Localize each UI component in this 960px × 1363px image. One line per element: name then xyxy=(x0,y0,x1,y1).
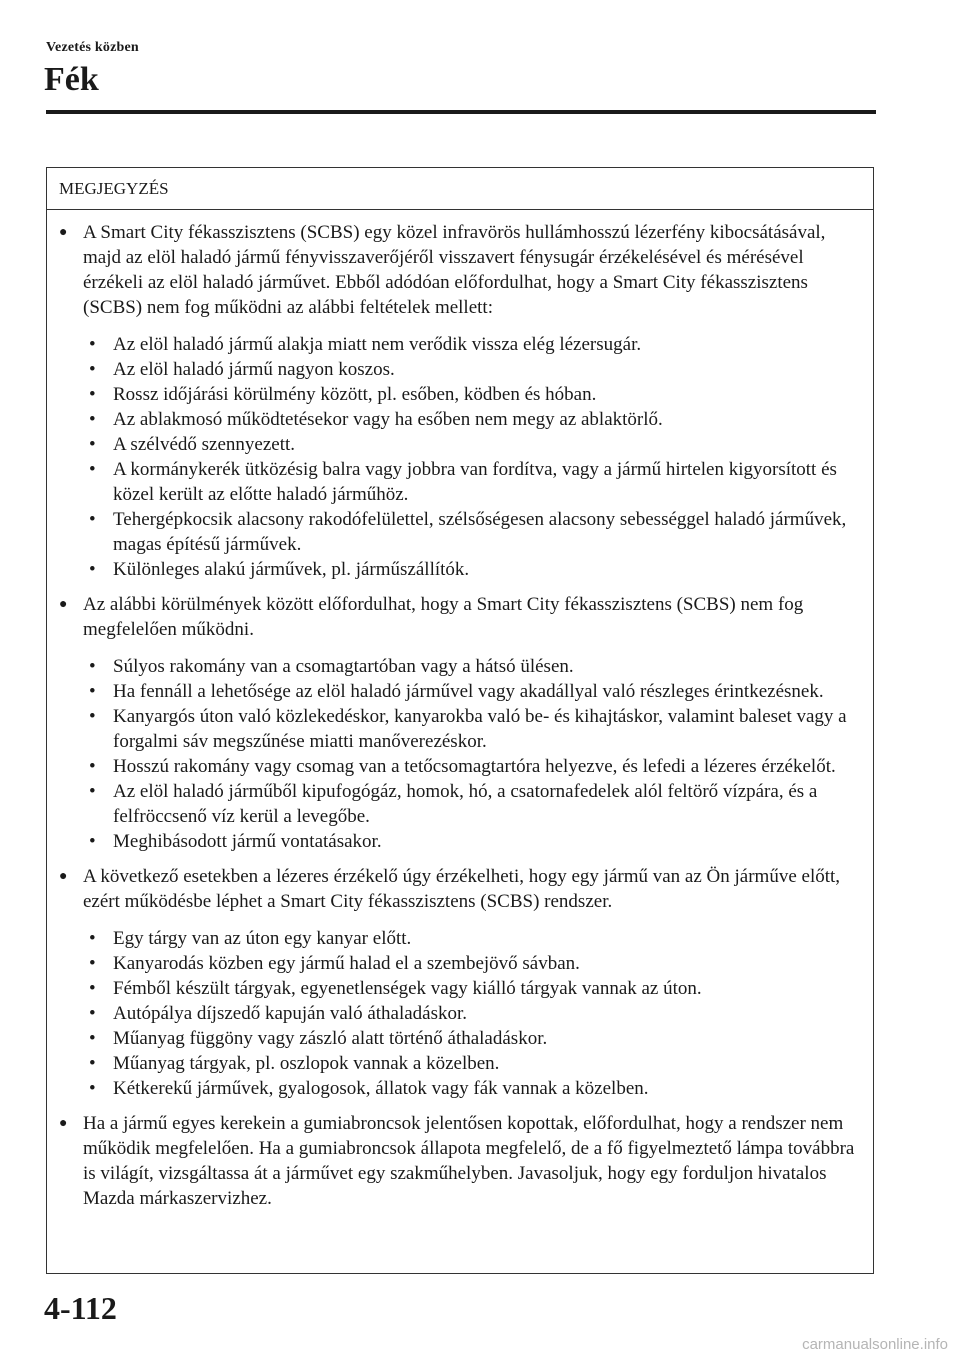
sub-list-item-text: Kétkerekű járművek, gyalogosok, állatok vagy fák vannak a közelben. xyxy=(113,1078,649,1099)
sub-list-item-text: Az ablakmosó működtetésekor vagy ha esőben nem megy az ablaktörlő. xyxy=(113,409,663,430)
sub-list-item xyxy=(89,704,863,754)
sub-bullet-icon: • xyxy=(89,409,96,430)
sub-list-item xyxy=(89,1051,863,1076)
sub-list-item xyxy=(89,951,863,976)
sub-list-item-text: Ha fennáll a lehetősége az elöl haladó járművel vagy akadállyal való részleges érintkezésnek. xyxy=(113,681,824,702)
sub-list-item-text: Az elöl haladó jármű alakja miatt nem verődik vissza elég lézersugár. xyxy=(113,334,642,355)
note-item-text: A Smart City fékasszisztens (SCBS) egy közel infravörös hullámhosszú lézerfény kibocsátásával, majd az elöl haladó jármű fényvisszaverőjéről visszavert fénysugár érzékelésével és mérésével érzékeli az elöl haladó járművet. Ebből adódóan előfordulhat, hogy a Smart City fékasszisztens (SCBS) nem fog működni az alábbi feltételek mellett: xyxy=(83,222,826,318)
note-heading: MEGJEGYZÉS xyxy=(47,168,873,210)
sub-list-item xyxy=(89,432,863,457)
sub-list-item-text: Műanyag függöny vagy zászló alatt történő áthaladáskor. xyxy=(113,1028,548,1049)
sub-bullet-icon: • xyxy=(89,953,96,974)
section-label: Vezetés közben xyxy=(46,40,139,55)
sub-bullet-icon: • xyxy=(89,928,96,949)
title-divider xyxy=(46,110,876,114)
sub-list-item-text: Kanyargós úton való közlekedéskor, kanyarokba való be- és kihajtáskor, valamint baleset vagy a forgalmi sáv megszűnése miatti manőverezéskor. xyxy=(113,706,847,752)
sub-list-item xyxy=(89,679,863,704)
sub-list-item xyxy=(89,779,863,829)
sub-list-item xyxy=(89,829,863,854)
watermark: carmanualsonline.info xyxy=(802,1336,948,1353)
sub-list xyxy=(83,654,863,854)
note-item-text: A következő esetekben a lézeres érzékelő úgy érzékelheti, hogy egy jármű van az Ön járműve előtt, ezért működésbe léphet a Smart City fékasszisztens (SCBS) rendszer. xyxy=(83,866,841,912)
sub-list-item-text: A kormánykerék ütközésig balra vagy jobbra van fordítva, vagy a jármű hirtelen kigyorsított és közel került az előtte haladó járműhöz. xyxy=(113,459,837,505)
sub-list-item xyxy=(89,507,863,557)
note-item-text: Ha a jármű egyes kerekein a gumiabroncsok jelentősen kopottak, előfordulhat, hogy a rendszer nem működik megfelelően. Ha a gumiabroncsok állapota megfelelő, de a fő figyelmeztető lámpa továbbra is világít, vizsgáltassa át a járművet egy szakműhelyben. Javasoljuk, hogy egy forduljon hivatalos Mazda márkaszervizhez. xyxy=(83,1113,855,1209)
sub-list xyxy=(83,926,863,1101)
sub-list-item xyxy=(89,1076,863,1101)
sub-list-item xyxy=(89,654,863,679)
sub-list xyxy=(83,332,863,582)
sub-list-item xyxy=(89,457,863,507)
sub-bullet-icon: • xyxy=(89,681,96,702)
sub-list-item-text: Autópálya díjszedő kapuján való áthaladáskor. xyxy=(113,1003,468,1024)
sub-list-item-text: Fémből készült tárgyak, egyenetlenségek vagy kiálló tárgyak vannak az úton. xyxy=(113,978,702,999)
sub-list-item-text: A szélvédő szennyezett. xyxy=(113,434,296,455)
note-item xyxy=(59,864,863,1101)
sub-list-item-text: Kanyarodás közben egy jármű halad el a szembejövő sávban. xyxy=(113,953,580,974)
sub-list-item xyxy=(89,926,863,951)
note-item xyxy=(59,220,863,582)
sub-list-item-text: Az elöl haladó jármű nagyon koszos. xyxy=(113,359,395,380)
bullet-icon: ● xyxy=(59,869,68,884)
sub-list-item-text: Tehergépkocsik alacsony rakodófelülettel, szélsőségesen alacsony sebességgel haladó járművek, magas építésű járművek. xyxy=(113,509,847,555)
sub-bullet-icon: • xyxy=(89,656,96,677)
sub-bullet-icon: • xyxy=(89,459,96,480)
sub-list-item-text: Meghibásodott jármű vontatásakor. xyxy=(113,831,382,852)
sub-list-item xyxy=(89,357,863,382)
sub-list-item-text: Az elöl haladó járműből kipufogógáz, homok, hó, a csatornafedelek alól feltörő vízpára, és a felfröccsenő víz kerül a levegőbe. xyxy=(113,781,818,827)
bullet-icon: ● xyxy=(59,597,68,612)
sub-list-item xyxy=(89,754,863,779)
sub-bullet-icon: • xyxy=(89,1053,96,1074)
sub-bullet-icon: • xyxy=(89,359,96,380)
sub-bullet-icon: • xyxy=(89,509,96,530)
sub-list-item xyxy=(89,1026,863,1051)
note-item xyxy=(59,592,863,854)
sub-bullet-icon: • xyxy=(89,706,96,727)
sub-list-item-text: Súlyos rakomány van a csomagtartóban vagy a hátsó ülésen. xyxy=(113,656,574,677)
bullet-icon: ● xyxy=(59,1116,68,1131)
sub-bullet-icon: • xyxy=(89,384,96,405)
sub-list-item-text: Hosszú rakomány vagy csomag van a tetőcsomagtartóra helyezve, és lefedi a lézeres érzékelőt. xyxy=(113,756,836,777)
sub-list-item-text: Rossz időjárási körülmény között, pl. esőben, ködben és hóban. xyxy=(113,384,597,405)
sub-bullet-icon: • xyxy=(89,756,96,777)
sub-list-item-text: Különleges alakú járművek, pl. járműszállítók. xyxy=(113,559,470,580)
sub-list-item xyxy=(89,557,863,582)
sub-list-item xyxy=(89,407,863,432)
sub-bullet-icon: • xyxy=(89,1028,96,1049)
sub-bullet-icon: • xyxy=(89,334,96,355)
sub-bullet-icon: • xyxy=(89,831,96,852)
note-item-text: Az alábbi körülmények között előfordulhat, hogy a Smart City fékasszisztens (SCBS) nem fog megfelelően működni. xyxy=(83,594,804,640)
sub-bullet-icon: • xyxy=(89,434,96,455)
page-title: Fék xyxy=(44,61,99,98)
sub-bullet-icon: • xyxy=(89,781,96,802)
note-item xyxy=(59,1111,863,1211)
sub-bullet-icon: • xyxy=(89,1078,96,1099)
page-number: 4-112 xyxy=(44,1290,117,1326)
sub-list-item xyxy=(89,332,863,357)
sub-list-item xyxy=(89,1001,863,1026)
sub-bullet-icon: • xyxy=(89,559,96,580)
sub-list-item-text: Műanyag tárgyak, pl. oszlopok vannak a közelben. xyxy=(113,1053,500,1074)
sub-list-item xyxy=(89,382,863,407)
sub-bullet-icon: • xyxy=(89,1003,96,1024)
note-box xyxy=(46,167,874,1274)
bullet-icon: ● xyxy=(59,225,68,240)
note-body xyxy=(47,210,873,1211)
sub-list-item-text: Egy tárgy van az úton egy kanyar előtt. xyxy=(113,928,412,949)
sub-list-item xyxy=(89,976,863,1001)
sub-bullet-icon: • xyxy=(89,978,96,999)
